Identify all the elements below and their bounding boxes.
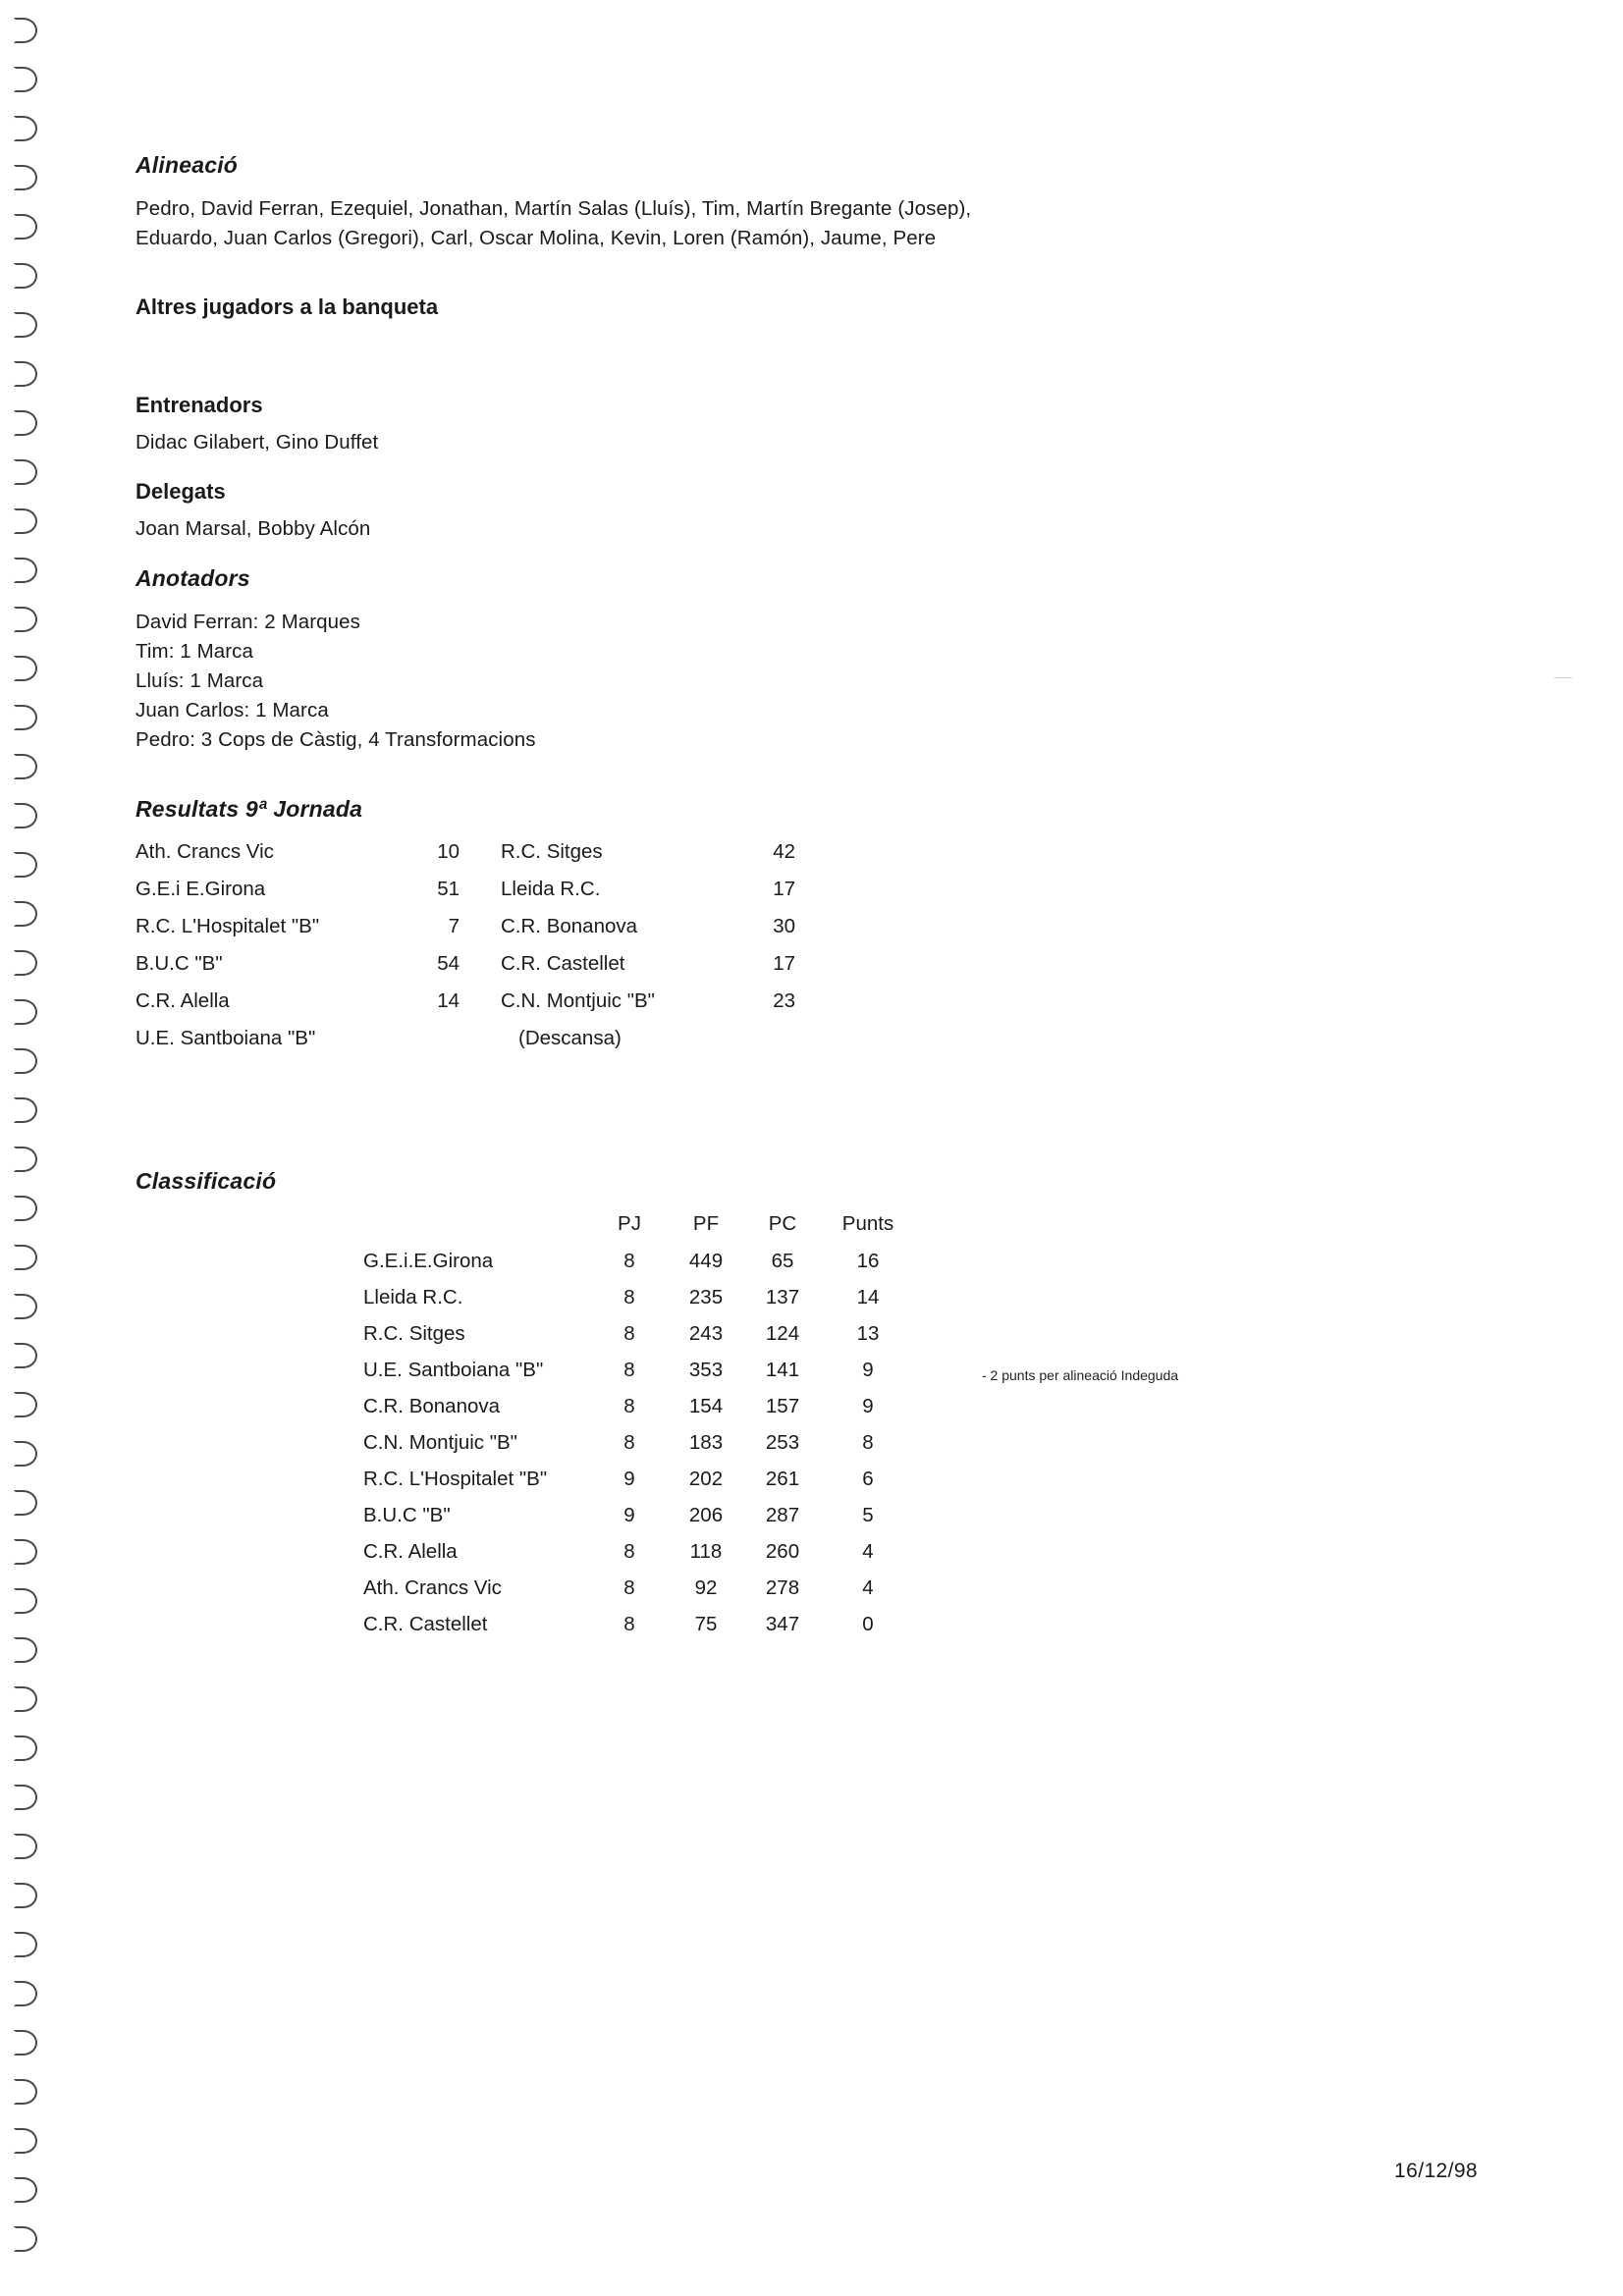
standings-table [363, 1210, 915, 1647]
delegates-line-1: Joan Marsal, Bobby Alcón [135, 517, 371, 540]
standings-team: B.U.C "B" [363, 1504, 451, 1526]
standings-pc: 65 [771, 1250, 794, 1272]
table-row [363, 1538, 915, 1575]
result-home-score: 54 [437, 952, 460, 975]
standings-pc: 124 [765, 1322, 800, 1345]
standings-pj: 8 [623, 1359, 635, 1381]
standings-pf: 353 [688, 1359, 724, 1381]
table-row [363, 1357, 915, 1393]
scorer-line-2: Tim: 1 Marca [135, 640, 254, 663]
standings-pf: 202 [688, 1468, 724, 1490]
table-row [135, 838, 795, 876]
standings-pc: 347 [765, 1613, 800, 1635]
standings-pj: 9 [623, 1504, 635, 1526]
standings-team: R.C. L'Hospitalet "B" [363, 1468, 548, 1490]
spacer [135, 253, 1490, 294]
table-row [363, 1466, 915, 1502]
standings-pj: 8 [623, 1613, 635, 1635]
standings-team: Lleida R.C. [363, 1286, 463, 1308]
result-home-score: 7 [448, 915, 460, 937]
results-table [135, 838, 795, 1062]
standings-pj: 9 [623, 1468, 635, 1490]
standings-pf: 92 [694, 1576, 718, 1599]
standings-pj: 8 [623, 1576, 635, 1599]
spacer [135, 755, 1490, 796]
standings-pj: 8 [623, 1322, 635, 1345]
standings-punts: 0 [862, 1613, 874, 1635]
document-date: 16/12/98 [1394, 2160, 1478, 2182]
result-home-score: 10 [437, 840, 460, 863]
standings-pc: 278 [765, 1576, 800, 1599]
lineup-line-2: Eduardo, Juan Carlos (Gregori), Carl, Oscar Molina, Kevin, Loren (Ramón), Jaume, Pere [135, 227, 937, 249]
standings-punts: 4 [862, 1576, 874, 1599]
result-rest-label: (Descansa) [518, 1027, 622, 1049]
table-row [363, 1611, 915, 1647]
result-away-score: 17 [773, 952, 795, 975]
result-home-team: C.R. Alella [135, 989, 230, 1012]
standings-col-team [363, 1210, 591, 1248]
spacer [135, 544, 1490, 565]
table-row [135, 1025, 795, 1062]
section-heading-entrenadors: Entrenadors [135, 393, 263, 417]
table-row [363, 1429, 915, 1466]
scorer-line-1: David Ferran: 2 Marques [135, 611, 361, 633]
result-home-score [361, 1025, 501, 1062]
standings-col-pc: PC [768, 1212, 797, 1235]
section-heading-classificacio: Classificació [135, 1168, 277, 1194]
standings-header-row [363, 1210, 915, 1248]
standings-punts: 5 [862, 1504, 874, 1526]
lineup-line-1: Pedro, David Ferran, Ezequiel, Jonathan, Martín Salas (Lluís), Tim, Martín Bregante (Josep), [135, 197, 972, 220]
standings-team: C.R. Bonanova [363, 1395, 501, 1417]
table-row [363, 1575, 915, 1611]
table-row [135, 913, 795, 950]
standings-pf: 183 [688, 1431, 724, 1454]
standings-pc: 157 [765, 1395, 800, 1417]
result-home-team: Ath. Crancs Vic [135, 840, 274, 863]
result-away-team: Lleida R.C. [501, 878, 601, 900]
result-home-score: 14 [437, 989, 460, 1012]
result-away-score: 17 [773, 878, 795, 900]
standings-pc: 137 [765, 1286, 800, 1308]
table-row [363, 1284, 915, 1320]
standings-team: R.C. Sitges [363, 1322, 465, 1345]
standings-team: C.R. Castellet [363, 1613, 488, 1635]
scorer-line-4: Juan Carlos: 1 Marca [135, 699, 329, 721]
result-away-score: 42 [773, 840, 795, 863]
standings-pc: 253 [765, 1431, 800, 1454]
scorer-line-3: Lluís: 1 Marca [135, 669, 264, 692]
table-row [363, 1248, 915, 1284]
result-home-team: G.E.i E.Girona [135, 878, 266, 900]
standings-pf: 206 [688, 1504, 724, 1526]
standings-pc: 287 [765, 1504, 800, 1526]
standings-pj: 8 [623, 1540, 635, 1563]
result-away-team: C.N. Montjuic "B" [501, 989, 655, 1012]
spacer [135, 457, 1490, 479]
table-row [363, 1320, 915, 1357]
section-heading-delegats: Delegats [135, 479, 226, 504]
section-heading-resultats: Resultats 9ª Jornada [135, 796, 363, 822]
standings-pj: 8 [623, 1286, 635, 1308]
section-heading-banqueta: Altres jugadors a la banqueta [135, 294, 439, 319]
standings-pc: 261 [765, 1468, 800, 1490]
table-row [363, 1502, 915, 1538]
result-home-score: 51 [437, 878, 460, 900]
standings-team: C.N. Montjuic "B" [363, 1431, 517, 1454]
standings-pf: 118 [689, 1540, 723, 1563]
standings-punts: 4 [862, 1540, 874, 1563]
scan-artifact [1554, 677, 1572, 678]
standings-pc: 260 [765, 1540, 800, 1563]
standings-punts: 9 [862, 1395, 874, 1417]
standings-punts: 16 [856, 1250, 880, 1272]
standings-team: U.E. Santboiana "B" [363, 1359, 544, 1381]
standings-pf: 235 [688, 1286, 724, 1308]
table-row [135, 988, 795, 1025]
spacer [135, 1062, 1490, 1168]
scorer-line-5: Pedro: 3 Cops de Càstig, 4 Transformacions [135, 728, 536, 751]
result-away-score: 30 [773, 915, 795, 937]
standings-pf: 243 [688, 1322, 724, 1345]
table-row [135, 950, 795, 988]
spacer [135, 330, 1490, 393]
table-row [135, 876, 795, 913]
result-home-team: U.E. Santboiana "B" [135, 1027, 316, 1049]
standings-pj: 8 [623, 1250, 635, 1272]
result-home-team: B.U.C "B" [135, 952, 223, 975]
document-content [135, 152, 1490, 1647]
standings-pj: 8 [623, 1431, 635, 1454]
standings-punts: 9 [862, 1359, 874, 1381]
standings-team: Ath. Crancs Vic [363, 1576, 502, 1599]
standings-punts: 6 [862, 1468, 874, 1490]
section-heading-anotadors: Anotadors [135, 565, 250, 591]
coaches-line-1: Didac Gilabert, Gino Duffet [135, 431, 379, 454]
standings-annotation: - 2 punts per alineació Indeguda [982, 1367, 1179, 1383]
standings-team: C.R. Alella [363, 1540, 458, 1563]
standings-punts: 8 [862, 1431, 874, 1454]
result-away-score: 23 [773, 989, 795, 1012]
standings-team: G.E.i.E.Girona [363, 1250, 494, 1272]
standings-pf: 449 [688, 1250, 724, 1272]
result-away-team: C.R. Castellet [501, 952, 625, 975]
standings-col-punts: Punts [841, 1212, 894, 1235]
standings-punts: 13 [856, 1322, 880, 1345]
result-away-team: R.C. Sitges [501, 840, 603, 863]
standings-pj: 8 [623, 1395, 635, 1417]
standings-col-pj: PJ [618, 1212, 641, 1235]
standings-punts: 14 [856, 1286, 880, 1308]
result-away-team: C.R. Bonanova [501, 915, 638, 937]
section-heading-alineacio: Alineació [135, 152, 239, 178]
standings-pf: 75 [694, 1613, 718, 1635]
standings-wrapper [363, 1210, 1490, 1647]
standings-pf: 154 [688, 1395, 724, 1417]
standings-col-pf: PF [692, 1212, 720, 1235]
table-row [363, 1393, 915, 1429]
result-home-team: R.C. L'Hospitalet "B" [135, 915, 320, 937]
standings-pc: 141 [765, 1359, 800, 1381]
